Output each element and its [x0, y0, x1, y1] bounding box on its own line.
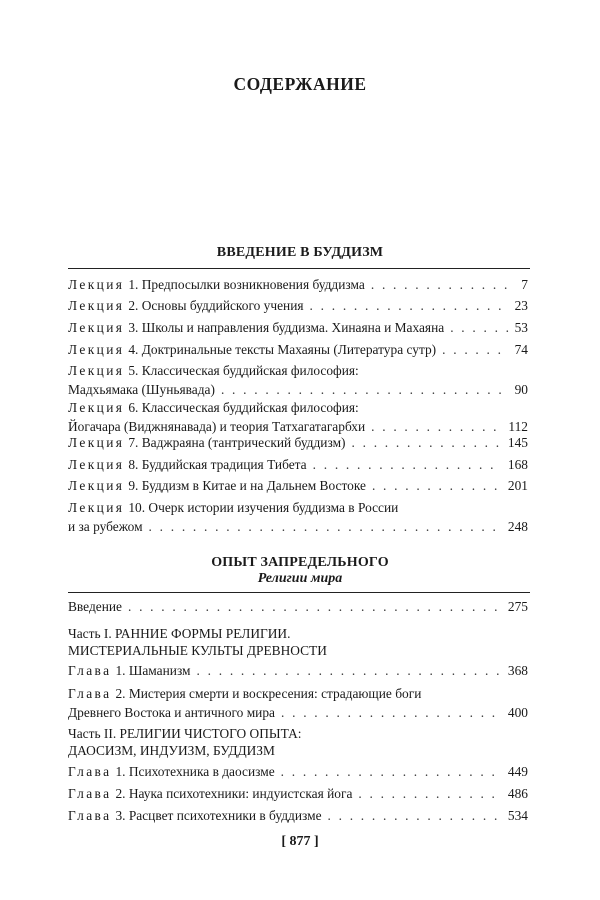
toc-entry-page: 112 [508, 419, 528, 434]
toc-entry[interactable] [68, 361, 528, 399]
toc-entry-page: 145 [507, 435, 528, 450]
toc-entry-title: 9. Буддизм в Китае и на Дальнем Востоке [128, 478, 366, 493]
toc-entry-line [68, 784, 528, 803]
toc-entry-prefix: Лекция [68, 320, 125, 335]
toc-entry-line [68, 455, 528, 474]
toc-entry[interactable] [68, 433, 528, 452]
toc-entry-title: Древнего Востока и античного мира [68, 705, 275, 720]
toc-entry-line [68, 433, 528, 452]
toc-entry-title: 8. Буддийская традиция Тибета [128, 457, 307, 472]
toc-entry-page: 486 [507, 786, 528, 801]
toc-entry-title: 5. Классическая буддийская философия: [128, 363, 359, 378]
toc-entry-page: 168 [507, 457, 528, 472]
toc-entry-title: 4. Доктринальные тексты Махаяны (Литература сутр) [128, 342, 437, 357]
dot-leader [442, 340, 508, 359]
section-rule [68, 592, 530, 593]
toc-entry-prefix: Глава [68, 663, 112, 678]
toc-entry[interactable] [68, 498, 528, 536]
section-heading-introduction-to-buddhism: ВВЕДЕНИЕ В БУДДИЗМ [216, 245, 384, 260]
toc-entry[interactable] [68, 684, 528, 722]
toc-entry-line [68, 476, 528, 495]
toc-entry-title: 3. Расцвет психотехники в буддизме [115, 808, 322, 823]
toc-entry-line [68, 597, 528, 616]
toc-entry-prefix: Глава [68, 764, 112, 779]
toc-entry[interactable] [68, 762, 528, 781]
toc-entry-line [68, 398, 528, 417]
toc-entry-prefix: Лекция [68, 363, 125, 378]
toc-entry[interactable] [68, 340, 528, 359]
toc-entry-page: 248 [507, 519, 528, 534]
toc-entry-prefix: Лекция [68, 277, 125, 292]
part-heading-2 [68, 725, 530, 759]
toc-entry-line [68, 318, 528, 337]
dot-leader [371, 275, 515, 294]
toc-entry-prefix: Лекция [68, 298, 125, 313]
toc-entry-page: 400 [507, 705, 528, 720]
toc-entry[interactable] [68, 398, 528, 436]
dot-leader [221, 380, 509, 399]
section-rule [68, 268, 530, 269]
toc-entry-page: 7 [521, 277, 528, 292]
toc-entry-page: 74 [514, 342, 528, 357]
toc-entry-title: 7. Ваджраяна (тантрический буддизм) [128, 435, 346, 450]
toc-entry-title: Введение [68, 599, 122, 614]
toc-entry-page: 23 [514, 298, 528, 313]
dot-leader [281, 762, 502, 781]
section-heading-beyond-experience: ОПЫТ ЗАПРЕДЕЛЬНОГО [211, 555, 389, 570]
dot-leader [149, 517, 502, 536]
toc-entry[interactable] [68, 661, 528, 680]
toc-entry-title: 10. Очерк истории изучения буддизма в России [128, 500, 399, 515]
toc-entry-line [68, 703, 528, 722]
dot-leader [313, 455, 502, 474]
toc-entry-title: 1. Предпосылки возникновения буддизма [128, 277, 365, 292]
toc-entry-line [68, 340, 528, 359]
part-heading-line: ДАОСИЗМ, ИНДУИЗМ, БУДДИЗМ [68, 743, 275, 758]
toc-entry-prefix: Лекция [68, 457, 125, 472]
toc-entry-prefix: Лекция [68, 400, 125, 415]
dot-leader [328, 806, 502, 825]
dot-leader [358, 784, 502, 803]
toc-entry-page: 275 [507, 599, 528, 614]
toc-entry[interactable] [68, 806, 528, 825]
toc-entry-prefix: Лекция [68, 435, 125, 450]
toc-entry[interactable] [68, 784, 528, 803]
toc-entry-title: 2. Основы буддийского учения [128, 298, 304, 313]
toc-entry-title: 2. Мистерия смерти и воскресения: страдающие боги [115, 686, 422, 701]
toc-entry-line [68, 498, 528, 517]
toc-entry-title: и за рубежом [68, 519, 143, 534]
toc-entry-line [68, 296, 528, 315]
dot-leader [450, 318, 508, 337]
toc-entry-prefix: Глава [68, 686, 112, 701]
part-heading-1 [68, 625, 530, 659]
toc-entry[interactable] [68, 275, 528, 294]
toc-entry[interactable] [68, 318, 528, 337]
toc-entry[interactable] [68, 597, 528, 616]
toc-entry-title: 6. Классическая буддийская философия: [128, 400, 359, 415]
dot-leader [128, 597, 502, 616]
toc-entry-prefix: Лекция [68, 342, 125, 357]
toc-entry-title: 1. Шаманизм [115, 663, 191, 678]
toc-entry-title: Йогачара (Виджнянавада) и теория Татхагатагарбхи [68, 419, 366, 434]
toc-entry-prefix: Лекция [68, 500, 125, 515]
toc-entry-line [68, 806, 528, 825]
toc-entry-line [68, 361, 528, 380]
toc-entry-title: Мадхьямака (Шуньявада) [68, 382, 215, 397]
toc-entry-page: 534 [507, 808, 528, 823]
toc-entry-line [68, 275, 528, 294]
dot-leader [197, 661, 502, 680]
toc-entry-line [68, 661, 528, 680]
toc-entry[interactable] [68, 296, 528, 315]
part-heading-line: МИСТЕРИАЛЬНЫЕ КУЛЬТЫ ДРЕВНОСТИ [68, 643, 327, 658]
dot-leader [310, 296, 509, 315]
section-subheading: Религии мира [257, 571, 343, 586]
toc-entry-prefix: Глава [68, 808, 112, 823]
dot-leader [372, 476, 502, 495]
toc-entry-title: 3. Школы и направления буддизма. Хинаяна и Махаяна [128, 320, 445, 335]
toc-entry-title: 2. Наука психотехники: индуистская йога [115, 786, 353, 801]
toc-entry-line [68, 684, 528, 703]
toc-entry-page: 90 [514, 382, 528, 397]
toc-entry-line [68, 517, 528, 536]
toc-entry[interactable] [68, 476, 528, 495]
toc-entry-page: 449 [507, 764, 528, 779]
toc-entry-page: 368 [507, 663, 528, 678]
toc-entry[interactable] [68, 455, 528, 474]
page-title: СОДЕРЖАНИЕ [233, 74, 367, 94]
toc-entry-title: 1. Психотехника в даосизме [115, 764, 275, 779]
toc-entry-line [68, 762, 528, 781]
toc-entry-prefix: Лекция [68, 478, 125, 493]
page-number: [ 877 ] [281, 834, 319, 849]
dot-leader [281, 703, 502, 722]
toc-entry-line [68, 380, 528, 399]
toc-entry-page: 53 [514, 320, 528, 335]
toc-entry-prefix: Глава [68, 786, 112, 801]
part-heading-line: Часть II. РЕЛИГИИ ЧИСТОГО ОПЫТА: [68, 726, 302, 741]
dot-leader [352, 433, 502, 452]
part-heading-line: Часть I. РАННИЕ ФОРМЫ РЕЛИГИИ. [68, 626, 291, 641]
toc-entry-page: 201 [507, 478, 528, 493]
